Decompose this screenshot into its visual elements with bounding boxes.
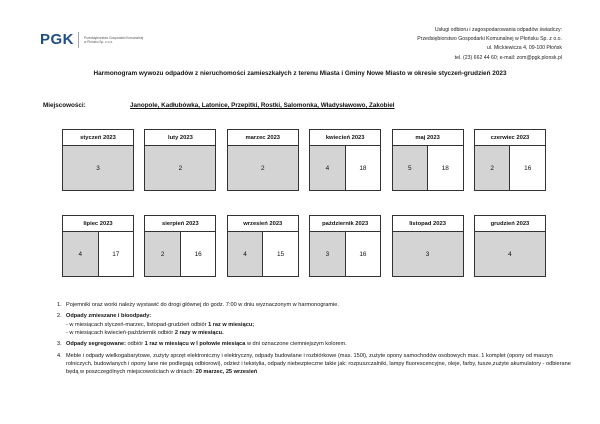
note-title: Odpady segregowane: — [66, 341, 126, 348]
month-header: wrzesień 2023 — [227, 215, 299, 232]
logo-separator — [78, 32, 79, 48]
month-cell — [144, 129, 216, 191]
month-cell — [309, 215, 381, 277]
contact-block — [417, 26, 562, 63]
month-cell — [227, 129, 299, 191]
note-emphasis: 2 razy w miesiącu. — [174, 329, 224, 336]
date-gray: 2 — [145, 146, 215, 190]
date-gray: 4 — [475, 232, 545, 276]
month-cell — [309, 129, 381, 191]
date-gray: 4 — [228, 232, 263, 276]
month-cell — [392, 215, 464, 277]
month-cell — [144, 215, 216, 277]
date-gray: 5 — [393, 146, 428, 190]
note-text: w dni oznaczone ciemniejszym kolorem. — [245, 341, 347, 348]
month-header: maj 2023 — [392, 129, 464, 146]
month-header: kwiecień 2023 — [309, 129, 381, 146]
note-4 — [57, 352, 577, 377]
note-text: odbiór — [126, 341, 145, 348]
note-number: 4. — [57, 352, 62, 359]
date-gray: 2 — [475, 146, 510, 190]
note-title: Odpady zmieszane i bioodpady: — [66, 313, 152, 320]
pgk-logo — [40, 31, 146, 48]
schedule-row-2 — [62, 215, 546, 277]
note-3 — [57, 340, 577, 348]
note-2 — [57, 312, 577, 337]
notes-list — [57, 301, 577, 379]
month-cell — [392, 129, 464, 191]
month-header: styczeń 2023 — [62, 129, 134, 146]
date-white: 18 — [427, 146, 463, 190]
month-header: październik 2023 — [309, 215, 381, 232]
month-cell — [474, 215, 546, 277]
month-header: grudzień 2023 — [474, 215, 546, 232]
month-header: listopad 2023 — [392, 215, 464, 232]
month-header: marzec 2023 — [227, 129, 299, 146]
date-white: 16 — [345, 232, 381, 276]
note-number: 2. — [57, 313, 62, 320]
locations-label: Miejscowości: — [43, 102, 86, 109]
note-number: 1. — [57, 302, 62, 308]
note-emphasis: 1 raz w miesiącu; — [208, 321, 255, 328]
note-emphasis: 1 raz w miesiącu w I połowie miesiąca — [144, 341, 246, 348]
date-gray: 2 — [145, 232, 180, 276]
contact-line: tel. (23) 662 44 60; e-mail: zom@pgk.plonsk.pl — [454, 54, 562, 61]
note-number: 3. — [57, 341, 62, 348]
month-cell — [62, 215, 134, 277]
month-cell — [474, 129, 546, 191]
logo-text: PGK — [40, 31, 75, 48]
document-title: Harmonogram wywozu odpadów z nieruchomości zamieszkałych z terenu Miasta i Gminy Nowe Miasto w okresie styczeń-grudzień 2023 — [93, 70, 507, 77]
month-header: luty 2023 — [144, 129, 216, 146]
note-text: - w miesiącach styczeń-marzec, listopad-grudzień odbiór — [66, 321, 209, 328]
date-white: 16 — [180, 232, 216, 276]
note-text: Meble i odpady wielkogabarytowe, zużyty sprzęt elektroniczny i elektryczny, odpady budowlane i rozbiórkowe (max. 150l), zużyte opony samochodów osobowych max. 1 komplet (opony od maszyn rolniczych, budowlanych i opony lane nie podlegają odbiorowi), odzież i tekstylia, odpady niebezpieczne takie jak: rozpuszczalniki, lampy fluorescencyjne, oleje, farby, tusze,zużyte akumulatory - odbierane będą w poszczególnych miejscowościach w dniach: — [66, 352, 571, 375]
note-1 — [57, 301, 577, 309]
date-gray: 4 — [310, 146, 345, 190]
month-cell — [227, 215, 299, 277]
date-gray: 2 — [228, 146, 298, 190]
date-gray: 3 — [63, 146, 133, 190]
date-white: 17 — [98, 232, 134, 276]
schedule-row-1 — [62, 129, 546, 191]
month-header: czerwiec 2023 — [474, 129, 546, 146]
month-header: lipiec 2023 — [62, 215, 134, 232]
note-text: - w miesiącach kwiecień-październik odbiór — [66, 329, 175, 336]
date-gray: 3 — [310, 232, 345, 276]
logo-subtitle: Przedsiębiorstwo Gospodarki Komunalnej w Płońsku Sp. z o.o. — [84, 35, 144, 44]
date-white: 15 — [262, 232, 298, 276]
date-white: 18 — [345, 146, 381, 190]
locations-value: Janopole, Kadłubówka, Latonice, Przepitki, Rostki, Salomonka, Władysławowo, Zakobiel — [130, 102, 395, 109]
month-header: sierpień 2023 — [144, 215, 216, 232]
contact-line: Usługi odbioru i zagospodarowania odpadów świadczy: — [434, 27, 562, 33]
note-dates: 20 marzec, 25 wrzesień — [195, 368, 258, 375]
month-cell — [62, 129, 134, 191]
date-white: 16 — [509, 146, 545, 190]
note-text: Pojemniki oraz worki należy wystawić do drogi głównej do godz. 7:00 w dniu wyznaczonym w harmonogramie. — [66, 302, 339, 308]
contact-line: ul. Mickiewicza 4, 09-100 Płońsk — [487, 45, 562, 52]
date-gray: 3 — [393, 232, 463, 276]
contact-line: Przedsiębiorstwo Gospodarki Komunalnej w Płońsku Sp. z o.o. — [417, 36, 562, 43]
date-gray: 4 — [63, 232, 98, 276]
